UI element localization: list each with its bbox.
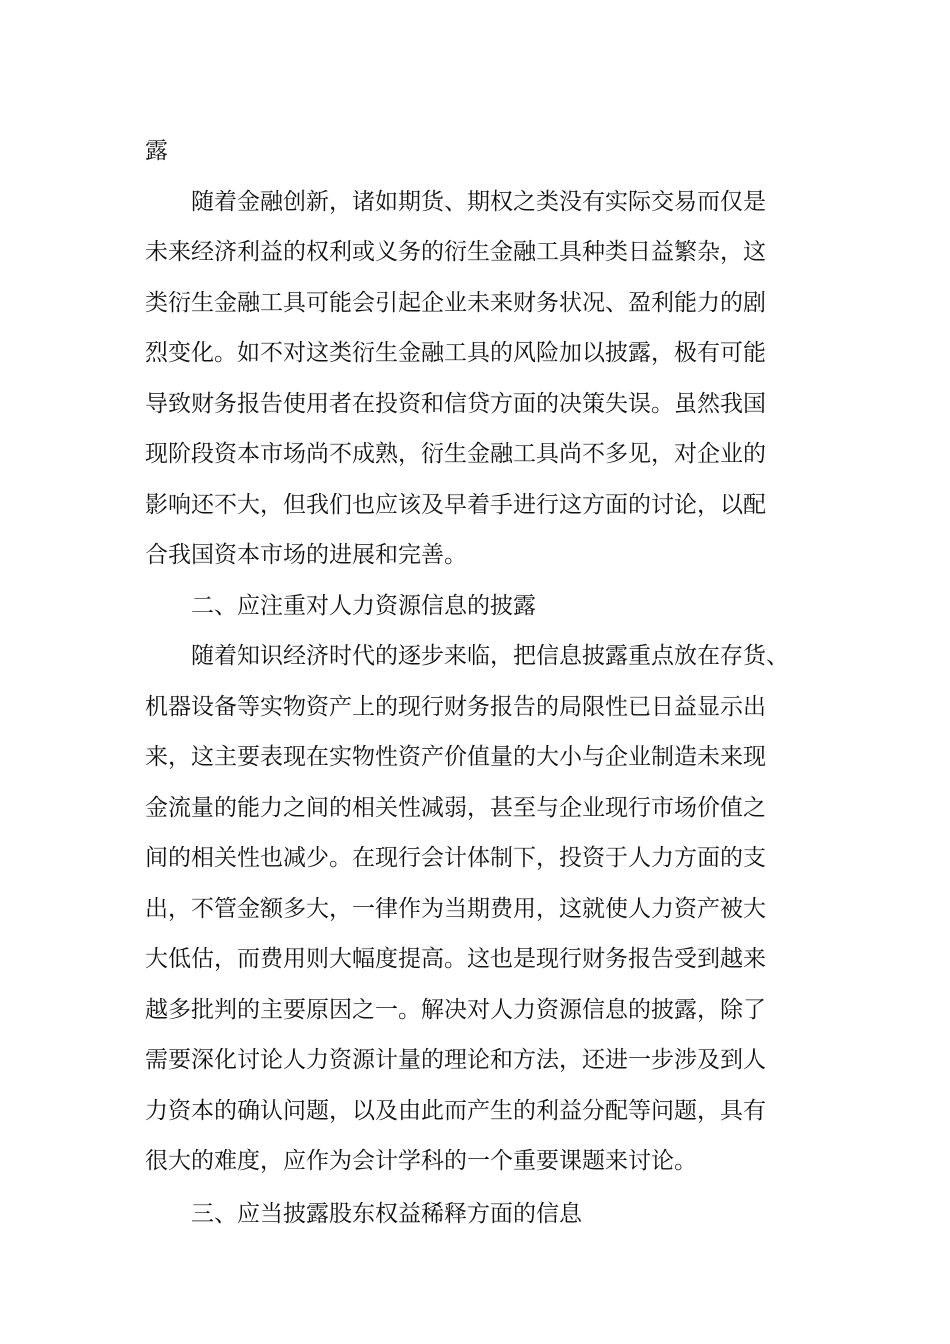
document-page <box>145 126 810 1239</box>
paragraph-line: 类衍生金融工具可能会引起企业未来财务状况、盈利能力的剧 <box>145 289 766 316</box>
section-heading: 二、应注重对人力资源信息的披露 <box>191 592 536 619</box>
paragraph-line: 随着金融创新，诸如期货、期权之类没有实际交易而仅是 <box>191 188 766 215</box>
paragraph-line: 力资本的确认问题，以及由此而产生的利益分配等问题，具有 <box>145 1097 766 1124</box>
paragraph-line: 出，不管金额多大，一律作为当期费用，这就使人力资产被大 <box>145 895 766 922</box>
paragraph-line: 来，这主要表现在实物性资产价值量的大小与企业制造未来现 <box>145 744 766 770</box>
paragraph-line: 未来经济利益的权利或义务的衍生金融工具种类日益繁杂，这 <box>145 239 766 265</box>
paragraph-line: 大低估，而费用则大幅度提高。这也是现行财务报告受到越来 <box>145 946 766 972</box>
paragraph-line: 导致财务报告使用者在投资和信贷方面的决策失误。虽然我国 <box>145 390 766 417</box>
paragraph-line: 影响还不大，但我们也应该及早着手进行这方面的讨论，以配 <box>145 491 766 518</box>
paragraph-line: 机器设备等实物资产上的现行财务报告的局限性已日益显示出 <box>145 693 766 720</box>
paragraph-line: 间的相关性也减少。在现行会计体制下，投资于人力方面的支 <box>145 845 766 871</box>
paragraph-line: 越多批判的主要原因之一。解决对人力资源信息的披露，除了 <box>145 996 766 1023</box>
paragraph-line: 合我国资本市场的进展和完善。 <box>145 542 467 568</box>
section-heading: 三、应当披露股东权益稀释方面的信息 <box>191 1200 582 1227</box>
paragraph-line: 露 <box>145 138 168 164</box>
paragraph-line: 随着知识经济时代的逐步来临，把信息披露重点放在存货、 <box>191 643 789 669</box>
paragraph-line: 现阶段资本市场尚不成熟，衍生金融工具尚不多见，对企业的 <box>145 441 766 467</box>
paragraph-line: 需要深化讨论人力资源计量的理论和方法，还进一步涉及到人 <box>145 1047 766 1073</box>
paragraph-line: 金流量的能力之间的相关性减弱，甚至与企业现行市场价值之 <box>145 794 766 821</box>
paragraph-line: 很大的难度，应作为会计学科的一个重要课题来讨论。 <box>145 1148 697 1174</box>
paragraph-line: 烈变化。如不对这类衍生金融工具的风险加以披露，极有可能 <box>145 340 766 366</box>
